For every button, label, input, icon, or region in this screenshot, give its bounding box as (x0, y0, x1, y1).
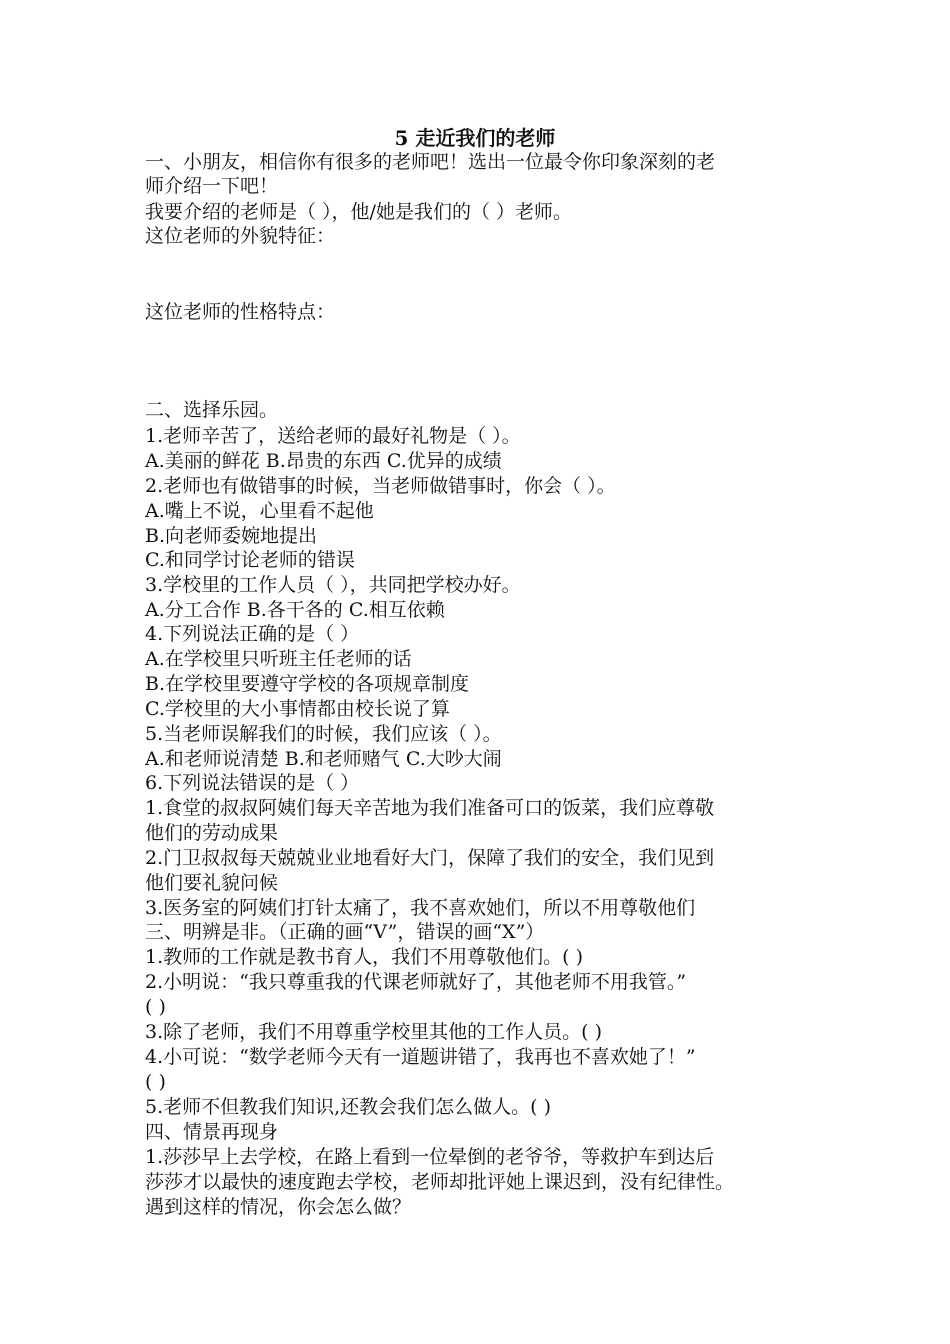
question-2-6-item-1: 1.食堂的叔叔阿姨们每天辛苦地为我们准备可口的饭菜，我们应尊敬 (145, 797, 715, 819)
question-3-2: 2.小明说：“我只尊重我的代课老师就好了，其他老师不用我管。” (145, 971, 687, 993)
question-2-6-item-2-cont: 他们要礼貌问候 (145, 872, 279, 894)
scenario-1-cont: 莎莎才以最快的速度跑去学校，老师却批评她上课迟到，没有纪律性。 (145, 1171, 735, 1193)
question-2-5-options: A.和老师说清楚 B.和老师赌气 C.大吵大闹 (145, 748, 502, 770)
section-2-heading: 二、选择乐园。 (145, 399, 279, 421)
question-2-6-item-3: 3.医务室的阿姨们打针太痛了，我不喜欢她们，所以不用尊敬他们 (145, 897, 696, 919)
section-1-heading-cont: 师介绍一下吧！ (145, 175, 279, 197)
question-3-5: 5.老师不但教我们知识,还教会我们怎么做人。( ) (145, 1096, 552, 1118)
section-1-heading: 一、小朋友，相信你有很多的老师吧！选出一位最令你印象深刻的老 (145, 151, 716, 173)
question-3-3: 3.除了老师，我们不用尊重学校里其他的工作人员。( ) (145, 1021, 602, 1043)
question-2-2-option-b: B.向老师委婉地提出 (145, 525, 318, 547)
section-3-heading: 三、明辨是非。（正确的画“V”，错误的画“X”） (145, 921, 545, 943)
question-2-4-option-a: A.在学校里只听班主任老师的话 (145, 648, 412, 670)
question-2-5: 5.当老师误解我们的时候，我们应该（ ）。 (145, 723, 502, 745)
question-2-2-option-c: C.和同学讨论老师的错误 (145, 549, 355, 571)
teacher-intro-line: 我要介绍的老师是（ ），他/她是我们的（ ）老师。 (145, 201, 572, 223)
scenario-1-question: 遇到这样的情况，你会怎么做？ (145, 1196, 412, 1218)
personality-prompt: 这位老师的性格特点： (145, 301, 336, 323)
question-2-2-option-a: A.嘴上不说，心里看不起他 (145, 500, 374, 522)
question-2-4-option-c: C.学校里的大小事情都由校长说了算 (145, 698, 450, 720)
question-2-4-option-b: B.在学校里要遵守学校的各项规章制度 (145, 673, 470, 695)
question-2-3: 3.学校里的工作人员（ ），共同把学校办好。 (145, 574, 521, 596)
question-3-4-blank: ( ) (145, 1071, 166, 1093)
question-2-6-item-2: 2.门卫叔叔每天兢兢业业地看好大门，保障了我们的安全，我们见到 (145, 847, 715, 869)
question-2-4: 4.下列说法正确的是（ ） (145, 623, 360, 645)
question-2-3-options: A.分工合作 B.各干各的 C.相互依赖 (145, 599, 445, 621)
question-3-1: 1.教师的工作就是教书育人，我们不用尊敬他们。( ) (145, 946, 583, 968)
question-3-4: 4.小可说：“数学老师今天有一道题讲错了，我再也不喜欢她了！” (145, 1046, 696, 1068)
section-4-heading: 四、情景再现身 (145, 1121, 279, 1143)
question-3-2-blank: ( ) (145, 996, 166, 1018)
question-2-6: 6.下列说法错误的是（ ） (145, 772, 360, 794)
question-2-2: 2.老师也有做错事的时候，当老师做错事时，你会（ ）。 (145, 475, 616, 497)
page-title: 5 走近我们的老师 (394, 126, 556, 150)
scenario-1: 1.莎莎早上去学校，在路上看到一位晕倒的老爷爷，等救护车到达后 (145, 1146, 715, 1168)
question-2-1-options: A.美丽的鲜花 B.昂贵的东西 C.优异的成绩 (145, 450, 502, 472)
question-2-1: 1.老师辛苦了，送给老师的最好礼物是（ ）。 (145, 425, 521, 447)
question-2-6-item-1-cont: 他们的劳动成果 (145, 822, 279, 844)
appearance-prompt: 这位老师的外貌特征： (145, 225, 336, 247)
